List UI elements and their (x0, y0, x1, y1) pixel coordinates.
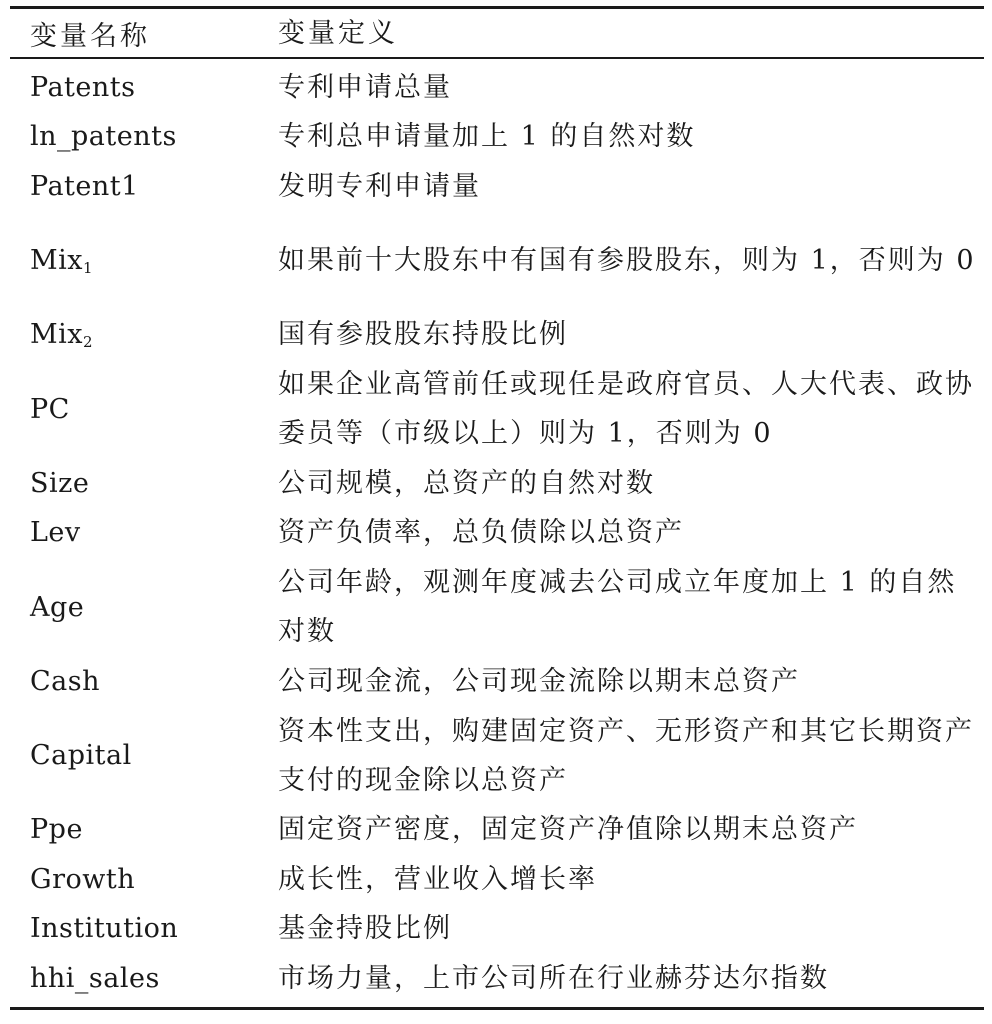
variable-name: Mix$_2$ (30, 319, 94, 352)
table-row (10, 558, 984, 657)
table-row (10, 112, 984, 162)
variable-name: hhi_sales (30, 962, 160, 994)
variable-definition: 发明专利申请量 (278, 170, 481, 202)
variable-definition: 基金持股比例 (278, 913, 452, 945)
variable-name: Ppe (30, 814, 83, 846)
variable-definition: 专利申请总量 (278, 71, 452, 103)
variable-subscript: 2 (83, 333, 94, 352)
variable-name: Patents (30, 71, 136, 103)
table-row (10, 954, 984, 1004)
variable-definition-table (10, 6, 984, 1010)
variable-subscript: 1 (83, 259, 94, 277)
variable-name: Growth (30, 863, 136, 895)
variable-definition: 市场力量，上市公司所在行业赫芬达尔指数 (278, 962, 829, 994)
variable-name: Cash (30, 665, 101, 697)
table-row (10, 855, 984, 905)
variable-definition: 专利总申请量加上 1 的自然对数 (278, 121, 696, 153)
variable-name: Institution (30, 913, 179, 945)
variable-definition: 国有参股股东持股比例 (278, 319, 568, 351)
bottom-rule (10, 1007, 984, 1010)
variable-definition: 如果前十大股东中有国有参股股东，则为 1，否则为 0 (278, 245, 976, 276)
variable-definition: 公司现金流，公司现金流除以期末总资产 (278, 665, 800, 697)
variable-name: Mix$_1$ (30, 245, 94, 277)
header-variable-definition: 变量定义 (278, 17, 398, 49)
variable-definition: 资本性支出，购建固定资产、无形资产和其它长期资产支付的现金除以总资产 (278, 715, 974, 796)
variable-name: Age (30, 591, 85, 623)
table-row (10, 706, 984, 805)
variable-definition: 公司规模，总资产的自然对数 (278, 467, 655, 499)
variable-definition: 成长性，营业收入增长率 (278, 863, 597, 895)
variable-name: PC (30, 393, 70, 425)
table-row (10, 211, 984, 310)
table-row (10, 310, 984, 360)
table-row (10, 508, 984, 558)
variable-name: Patent1 (30, 170, 139, 202)
table-row (10, 805, 984, 855)
table-row (10, 657, 984, 707)
table-row (10, 360, 984, 459)
variable-definition: 如果企业高管前任或现任是政府官员、人大代表、政协委员等（市级以上）则为 1，否则为 0 (278, 369, 974, 449)
table-row (10, 63, 984, 113)
variable-definition: 固定资产密度，固定资产净值除以期末总资产 (278, 814, 858, 846)
variable-name: Size (30, 467, 90, 499)
table-row (10, 459, 984, 509)
table-row (10, 162, 984, 212)
variable-name: Lev (30, 517, 81, 549)
variable-definition: 资产负债率，总负债除以总资产 (278, 517, 684, 549)
variable-name: ln_patents (30, 121, 177, 153)
header-variable-name: 变量名称 (30, 20, 150, 52)
variable-definition: 公司年龄，观测年度减去公司成立年度加上 1 的自然对数 (278, 567, 957, 647)
table-header-row (10, 9, 984, 57)
variable-name: Capital (30, 740, 132, 771)
table-row (10, 904, 984, 954)
